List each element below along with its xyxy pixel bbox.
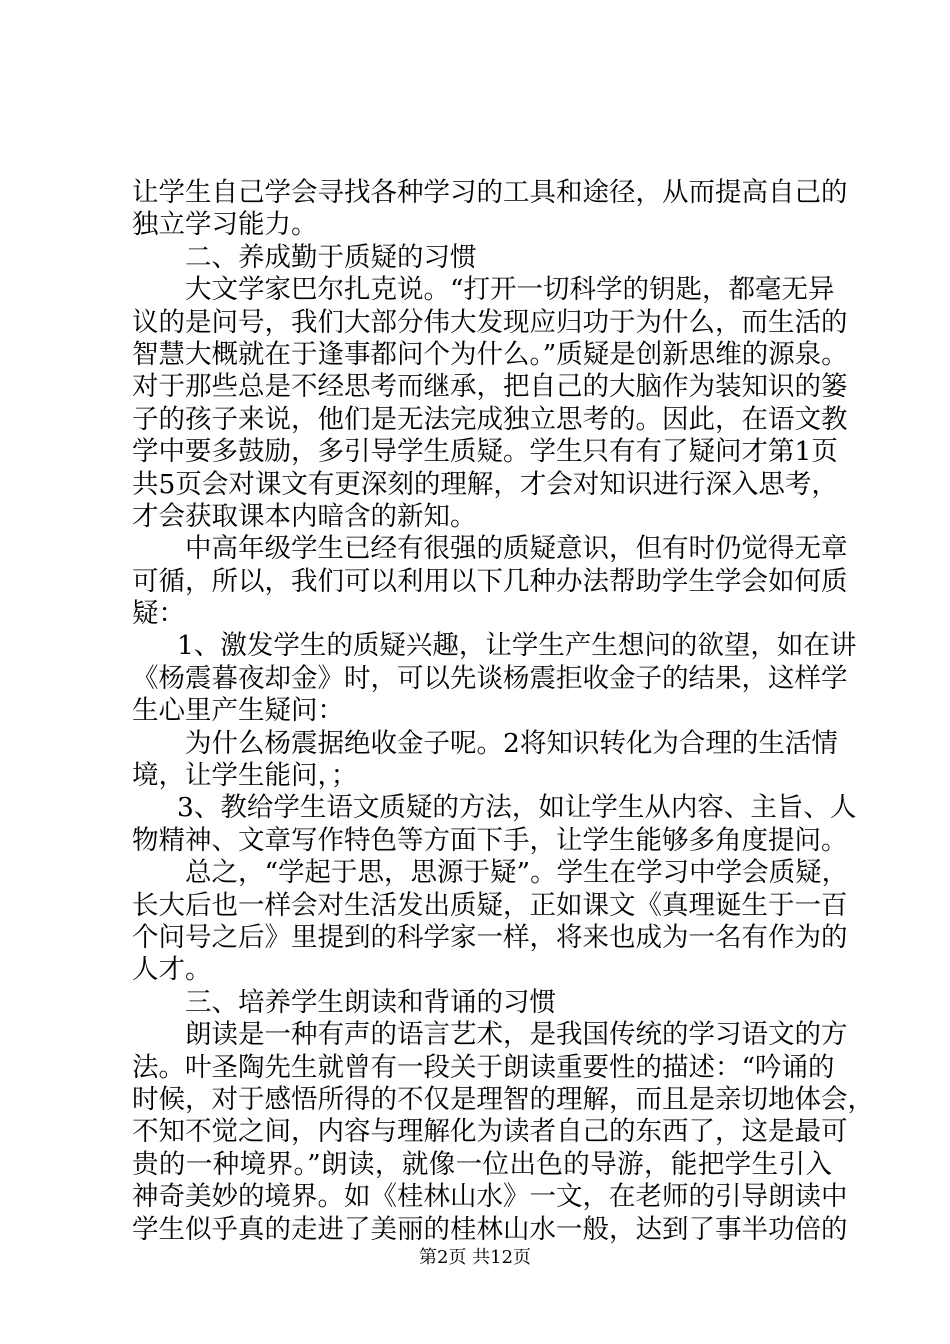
text-line: 《杨震暮夜却金》时，可以先谈杨震拒收金子的结果，这样学	[132, 662, 848, 694]
text-line: 二、养成勤于质疑的习惯	[185, 241, 477, 273]
text-line: 可循，所以，我们可以利用以下几种办法帮助学生学会如何质	[132, 565, 848, 597]
text-line: 总之，“学起于思，思源于疑”。学生在学习中学会质疑，	[185, 857, 849, 889]
text-line: 智慧大概就在于逢事都问个为什么。”质疑是创新思维的源泉。	[132, 338, 848, 370]
text-line: 让学生自己学会寻找各种学习的工具和途径，从而提高自己的	[132, 177, 848, 208]
text-line: 朗读是一种有声的语言艺术，是我国传统的学习语文的方	[185, 1019, 848, 1051]
text-line: 生心里产生疑问：	[132, 695, 344, 727]
text-line: 中高年级学生已经有很强的质疑意识，但有时仍觉得无章	[185, 533, 848, 565]
text-line: 才会获取课本内暗含的新知。	[132, 500, 477, 532]
text-line: 为什么杨震据绝收金子呢。2将知识转化为合理的生活情	[185, 727, 838, 759]
text-line: 神奇美妙的境界。如《桂林山水》一文，在老师的引导朗读中	[132, 1181, 848, 1213]
text-line: 学生似乎真的走进了美丽的桂林山水一般，达到了事半功倍的	[132, 1213, 848, 1245]
page-number: 第2页 共12页	[418, 1247, 532, 1268]
text-line: 人才。	[132, 954, 212, 986]
text-line: 子的孩子来说，他们是无法完成独立思考的。因此，在语文教	[132, 403, 848, 435]
text-line: 法。叶圣陶先生就曾有一段关于朗读重要性的描述：“吟诵的	[132, 1051, 835, 1083]
document-body	[132, 177, 874, 1246]
text-line: 疑：	[132, 598, 185, 630]
text-line: 三、培养学生朗读和背诵的习惯	[185, 986, 556, 1018]
text-line: 共5页会对课文有更深刻的理解，才会对知识进行深入思考，	[132, 468, 838, 500]
text-line: 独立学习能力。	[132, 209, 318, 241]
text-line: 学中要多鼓励，多引导学生质疑。学生只有有了疑问才第1页	[132, 436, 838, 468]
text-line: 境，让学生能问，；	[132, 760, 358, 792]
text-line: 大文学家巴尔扎克说。“打开一切科学的钥匙，都毫无异	[185, 274, 835, 306]
text-line: 3、教给学生语文质疑的方法，如让学生从内容、主旨、人	[177, 792, 857, 824]
text-line: 1、激发学生的质疑兴趣，让学生产生想问的欲望，如在讲	[177, 630, 857, 662]
text-line: 物精神、文章写作特色等方面下手，让学生能够多角度提问。	[132, 824, 848, 856]
text-line: 贵的一种境界。”朗读，就像一位出色的导游，能把学生引入	[132, 1148, 832, 1180]
text-line: 不知不觉之间，内容与理解化为读者自己的东西了，这是最可	[132, 1116, 848, 1148]
text-line: 对于那些总是不经思考而继承，把自己的大脑作为装知识的篓	[132, 371, 848, 403]
page-footer	[0, 1243, 950, 1269]
text-line: 个问号之后》里提到的科学家一样，将来也成为一名有作为的	[132, 921, 848, 953]
text-line: 长大后也一样会对生活发出质疑，正如课文《真理诞生于一百	[132, 889, 848, 921]
text-line: 议的是问号，我们大部分伟大发现应归功于为什么，而生活的	[132, 306, 848, 338]
text-line: 时候，对于感悟所得的不仅是理智的理解，而且是亲切地体会，	[132, 1083, 874, 1115]
